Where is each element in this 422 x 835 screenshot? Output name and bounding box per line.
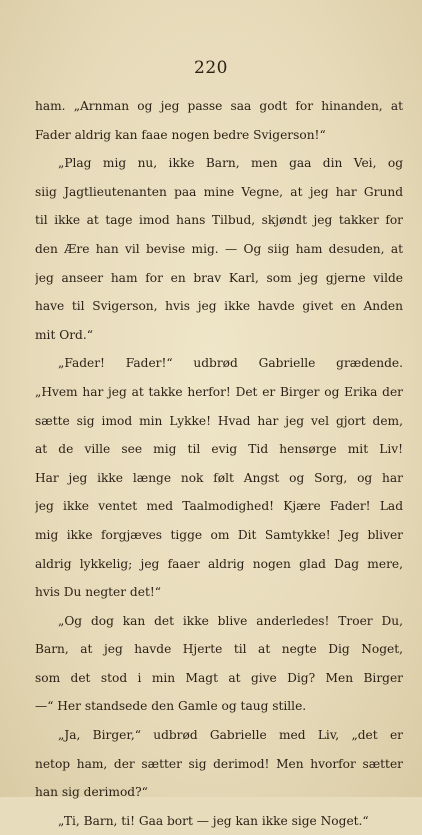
text-line: mit Ord.“ xyxy=(35,327,93,342)
text-line: Barn, at jeg havde Hjerte til at negte Dig Noget, xyxy=(35,642,403,657)
text-line: den Ære han vil bevise mig. — Og siig ham desuden, at xyxy=(35,241,403,256)
text-line: Har jeg ikke længe nok følt Angst og Sorg, og har xyxy=(35,470,403,485)
text-line: „Plag mig nu, ikke Barn, men gaa din Vei, og xyxy=(58,156,403,171)
text-line: som det stod i min Magt at give Dig? Men Birger xyxy=(35,670,403,685)
text-line: til ikke at tage imod hans Tilbud, skjøndt jeg takker for xyxy=(35,213,403,228)
text-line: „Hvem har jeg at takke herfor! Det er Birger og Erika der xyxy=(35,384,403,399)
text-line: jeg anseer ham for en brav Karl, som jeg gjerne vilde xyxy=(35,270,403,285)
text-line: have til Svigerson, hvis jeg ikke havde givet en Anden xyxy=(35,299,403,314)
text-line: sætte sig imod min Lykke! Hvad har jeg vel gjort dem, xyxy=(35,413,403,428)
text-line: „Ja, Birger,“ udbrød Gabrielle med Liv, „det er xyxy=(58,728,403,743)
text-line: „Ti, Barn, ti! Gaa bort — jeg kan ikke sige Noget.“ xyxy=(58,813,369,828)
text-line: „Og dog kan det ikke blive anderledes! Troer Du, xyxy=(58,613,403,628)
body-text xyxy=(35,92,403,835)
text-line: at de ville see mig til evig Tid hensørge mit Liv! xyxy=(35,442,403,457)
text-line: han sig derimod?“ xyxy=(35,785,148,800)
text-line: siig Jagtlieutenanten paa mine Vegne, at jeg har Grund xyxy=(35,184,403,199)
text-line: jeg ikke ventet med Taalmodighed! Kjære Fader! Lad xyxy=(35,499,403,514)
text-line: Fader aldrig kan faae nogen bedre Svigerson!“ xyxy=(35,127,326,142)
text-line: „Fader! Fader!“ udbrød Gabrielle grædende. xyxy=(58,356,403,371)
text-line: aldrig lykkelig; jeg faaer aldrig nogen glad Dag mere, xyxy=(35,556,403,571)
page-number: 220 xyxy=(194,58,228,78)
text-line: netop ham, der sætter sig derimod! Men hvorfor sætter xyxy=(35,756,403,771)
text-line: mig ikke forgjæves tigge om Dit Samtykke! Jeg bliver xyxy=(35,527,403,542)
text-line: hvis Du negter det!“ xyxy=(35,585,161,600)
text-line: ham. „Arnman og jeg passe saa godt for hinanden, at xyxy=(35,99,403,113)
text-line: —“ Her standsede den Gamle og taug stille. xyxy=(35,699,307,714)
